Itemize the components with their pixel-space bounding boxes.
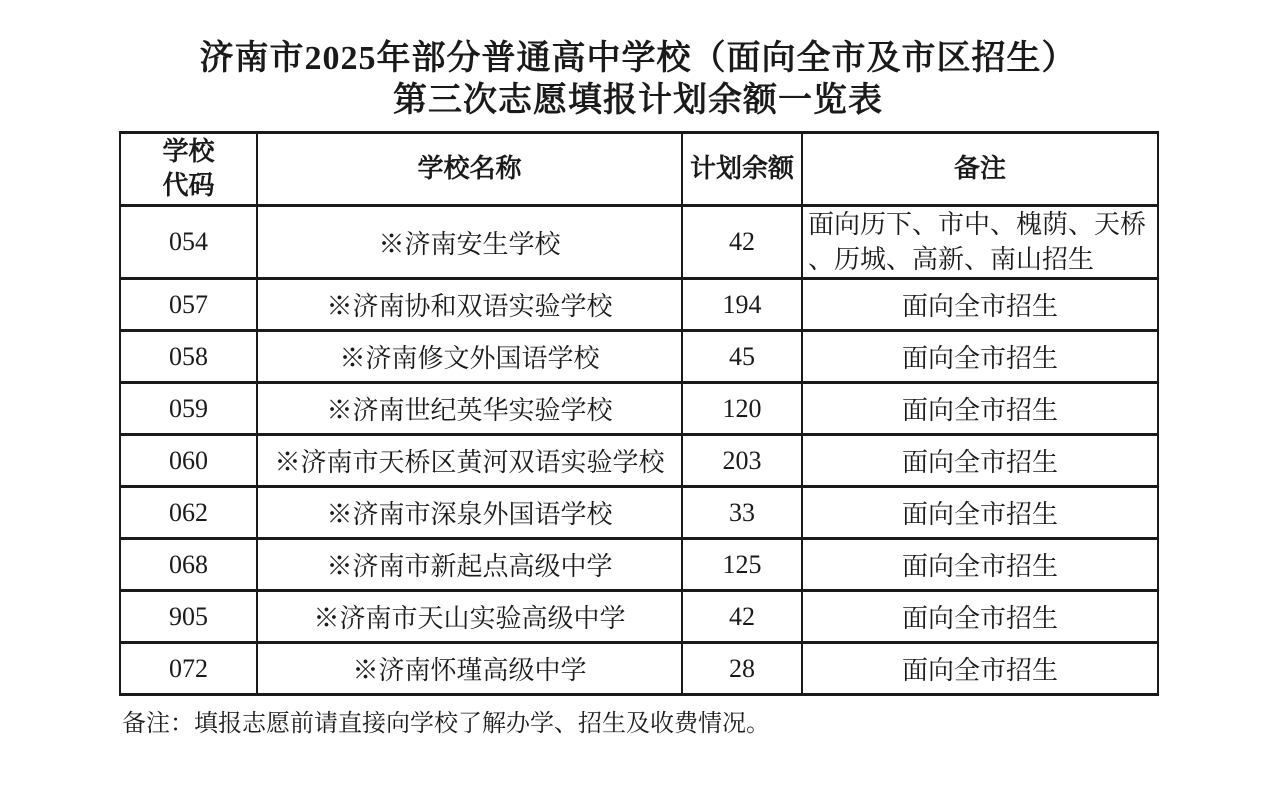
- title-line-2: 第三次志愿填报计划余额一览表: [393, 82, 883, 119]
- title-line-1: 济南市2025年部分普通高中学校（面向全市及市区招生）: [199, 40, 1077, 77]
- cell-remaining: 42: [682, 206, 802, 279]
- cell-code: 054: [120, 206, 257, 279]
- cell-name: ※济南怀瑾高级中学: [257, 643, 682, 695]
- cell-code: 905: [120, 591, 257, 643]
- cell-remaining: 33: [682, 487, 802, 539]
- cell-note: 面向全市招生: [802, 643, 1158, 695]
- cell-code: 060: [120, 435, 257, 487]
- table-row: [120, 279, 1158, 331]
- cell-code: 059: [120, 383, 257, 435]
- header-plan-remaining: 计划余额: [682, 133, 802, 206]
- cell-code: 072: [120, 643, 257, 695]
- cell-note: 面向全市招生: [802, 539, 1158, 591]
- table-row: [120, 206, 1158, 279]
- header-school-code: [120, 133, 257, 206]
- table-header-row: [120, 133, 1158, 206]
- table-row: [120, 591, 1158, 643]
- cell-code: 057: [120, 279, 257, 331]
- table-row: [120, 487, 1158, 539]
- cell-name: ※济南协和双语实验学校: [257, 279, 682, 331]
- cell-name: ※济南安生学校: [257, 206, 682, 279]
- cell-remaining: 120: [682, 383, 802, 435]
- cell-remaining: 42: [682, 591, 802, 643]
- cell-note: 面向全市招生: [802, 591, 1158, 643]
- table-row: [120, 331, 1158, 383]
- cell-code: 062: [120, 487, 257, 539]
- cell-remaining: 125: [682, 539, 802, 591]
- cell-note: 面向全市招生: [802, 279, 1158, 331]
- header-school-name: 学校名称: [257, 133, 682, 206]
- header-school-code-label: 学校代码: [162, 137, 215, 200]
- cell-note: 面向全市招生: [802, 487, 1158, 539]
- plan-remainder-table: [119, 131, 1159, 696]
- cell-name: ※济南市天桥区黄河双语实验学校: [257, 435, 682, 487]
- cell-name: ※济南市新起点高级中学: [257, 539, 682, 591]
- table-row: [120, 435, 1158, 487]
- header-note: 备注: [802, 133, 1158, 206]
- document-title: [119, 38, 1157, 122]
- cell-name: ※济南市深泉外国语学校: [257, 487, 682, 539]
- cell-code: 058: [120, 331, 257, 383]
- table-row: [120, 539, 1158, 591]
- cell-remaining: 45: [682, 331, 802, 383]
- document-page: [119, 38, 1157, 739]
- table-row: [120, 383, 1158, 435]
- cell-note: 面向历下、市中、槐荫、天桥、历城、高新、南山招生: [802, 206, 1158, 279]
- cell-name: ※济南市天山实验高级中学: [257, 591, 682, 643]
- cell-note: 面向全市招生: [802, 331, 1158, 383]
- cell-note: 面向全市招生: [802, 435, 1158, 487]
- cell-name: ※济南修文外国语学校: [257, 331, 682, 383]
- table-row: [120, 643, 1158, 695]
- cell-code: 068: [120, 539, 257, 591]
- cell-remaining: 194: [682, 279, 802, 331]
- cell-name: ※济南世纪英华实验学校: [257, 383, 682, 435]
- cell-note: 面向全市招生: [802, 383, 1158, 435]
- footnote: 备注：填报志愿前请直接向学校了解办学、招生及收费情况。: [122, 711, 770, 737]
- cell-remaining: 28: [682, 643, 802, 695]
- cell-remaining: 203: [682, 435, 802, 487]
